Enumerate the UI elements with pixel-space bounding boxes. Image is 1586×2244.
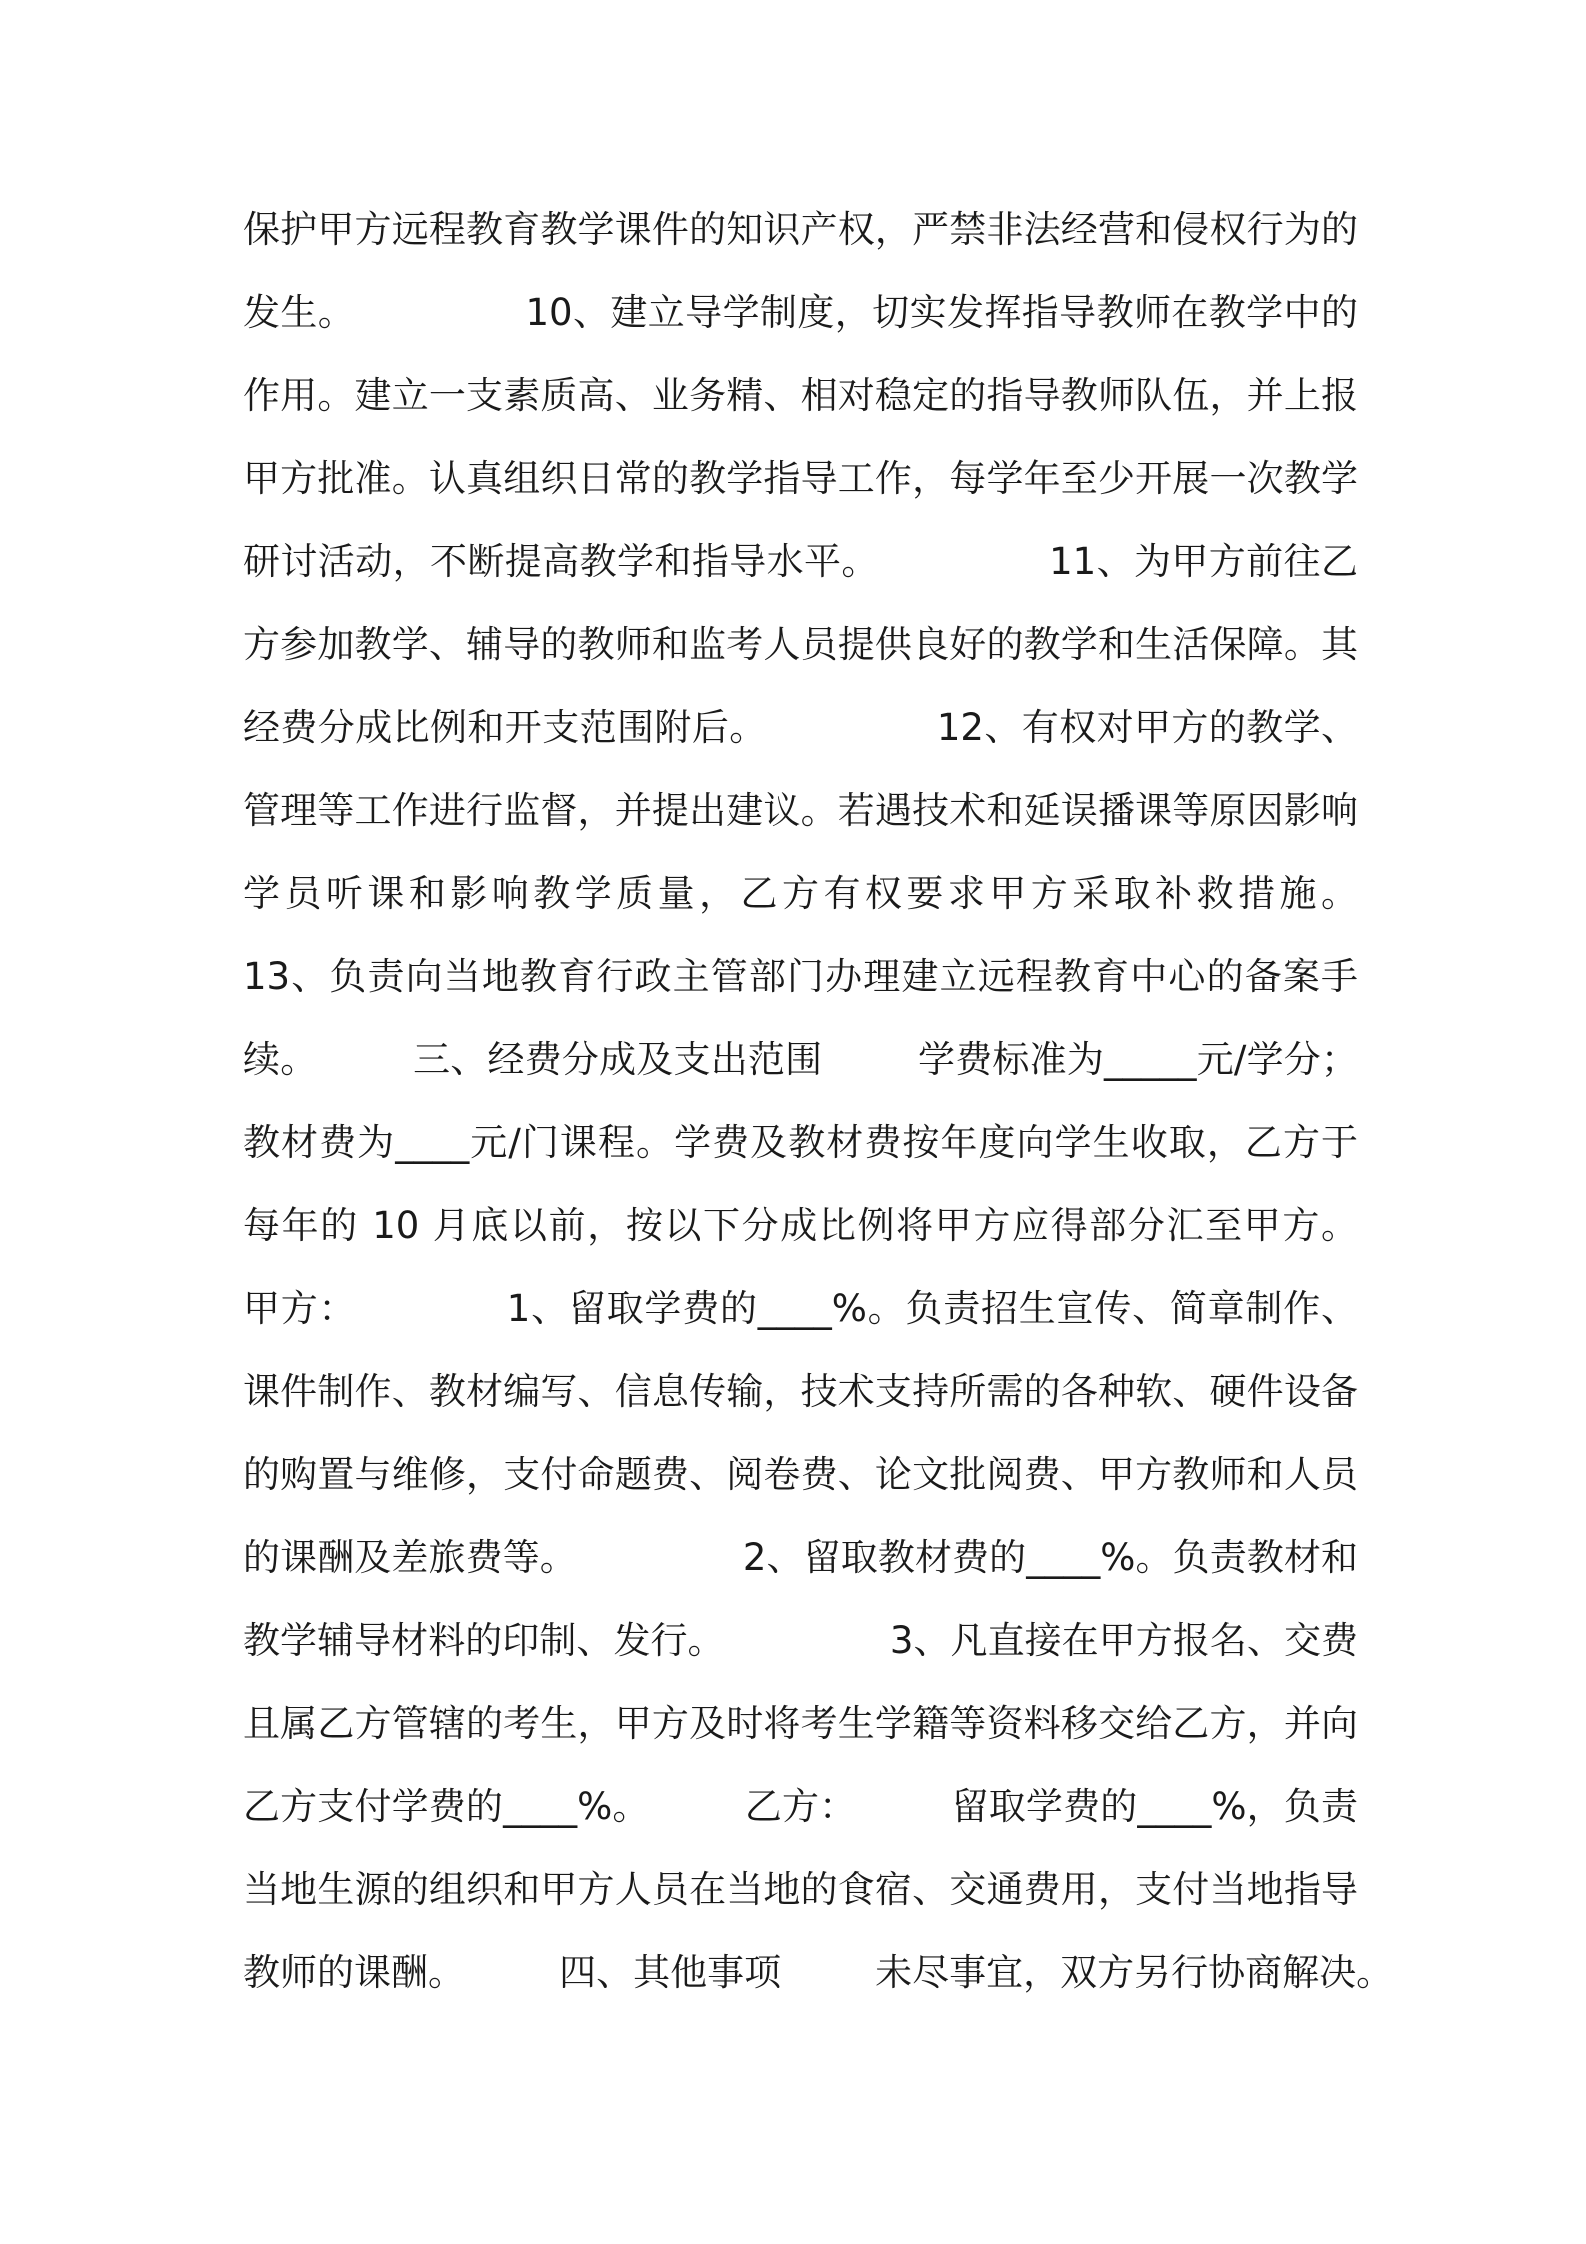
- body-text: [243, 188, 1394, 2014]
- text-line: 经费分成比例和开支范围附后。 12、有权对甲方的教学、: [243, 706, 1358, 749]
- text-line: 管理等工作进行监督，并提出建议。若遇技术和延误播课等原因影响: [243, 789, 1358, 832]
- text-line: 学员听课和影响教学质量，乙方有权要求甲方采取补救措施。: [243, 872, 1358, 915]
- text-line: 教材费为____元/门课程。学费及教材费按年度向学生收取，乙方于: [243, 1121, 1358, 1164]
- text-line: 教学辅导材料的印制、发行。 3、凡直接在甲方报名、交费: [243, 1619, 1358, 1662]
- text-line: 续。 三、经费分成及支出范围 学费标准为_____元/学分；: [243, 1038, 1358, 1081]
- text-line: 甲方批准。认真组织日常的教学指导工作，每学年至少开展一次教学: [243, 457, 1358, 500]
- text-line: 作用。建立一支素质高、业务精、相对稳定的指导教师队伍，并上报: [243, 374, 1358, 417]
- text-line: 的购置与维修，支付命题费、阅卷费、论文批阅费、甲方教师和人员: [243, 1453, 1358, 1496]
- text-line: 研讨活动，不断提高教学和指导水平。 11、为甲方前往乙: [243, 540, 1358, 583]
- text-line: 保护甲方远程教育教学课件的知识产权，严禁非法经营和侵权行为的: [243, 208, 1358, 251]
- text-line: 每年的 10 月底以前，按以下分成比例将甲方应得部分汇至甲方。: [243, 1204, 1358, 1247]
- text-line: 课件制作、教材编写、信息传输，技术支持所需的各种软、硬件设备: [243, 1370, 1358, 1413]
- text-line: 当地生源的组织和甲方人员在当地的食宿、交通费用，支付当地指导: [243, 1868, 1358, 1911]
- text-line: 方参加教学、辅导的教师和监考人员提供良好的教学和生活保障。其: [243, 623, 1358, 666]
- text-line: 发生。 10、建立导学制度，切实发挥指导教师在教学中的: [243, 291, 1358, 334]
- text-line: 的课酬及差旅费等。 2、留取教材费的____%。负责教材和: [243, 1536, 1358, 1579]
- text-line: 13、负责向当地教育行政主管部门办理建立远程教育中心的备案手: [243, 955, 1358, 998]
- text-line: 乙方支付学费的____%。 乙方： 留取学费的____%，负责: [243, 1785, 1358, 1828]
- text-line: 且属乙方管辖的考生，甲方及时将考生学籍等资料移交给乙方，并向: [243, 1702, 1358, 1745]
- text-line: 教师的课酬。 四、其他事项 未尽事宜，双方另行协商解决。: [243, 1951, 1394, 1994]
- text-line: 甲方： 1、留取学费的____%。负责招生宣传、简章制作、: [243, 1287, 1358, 1330]
